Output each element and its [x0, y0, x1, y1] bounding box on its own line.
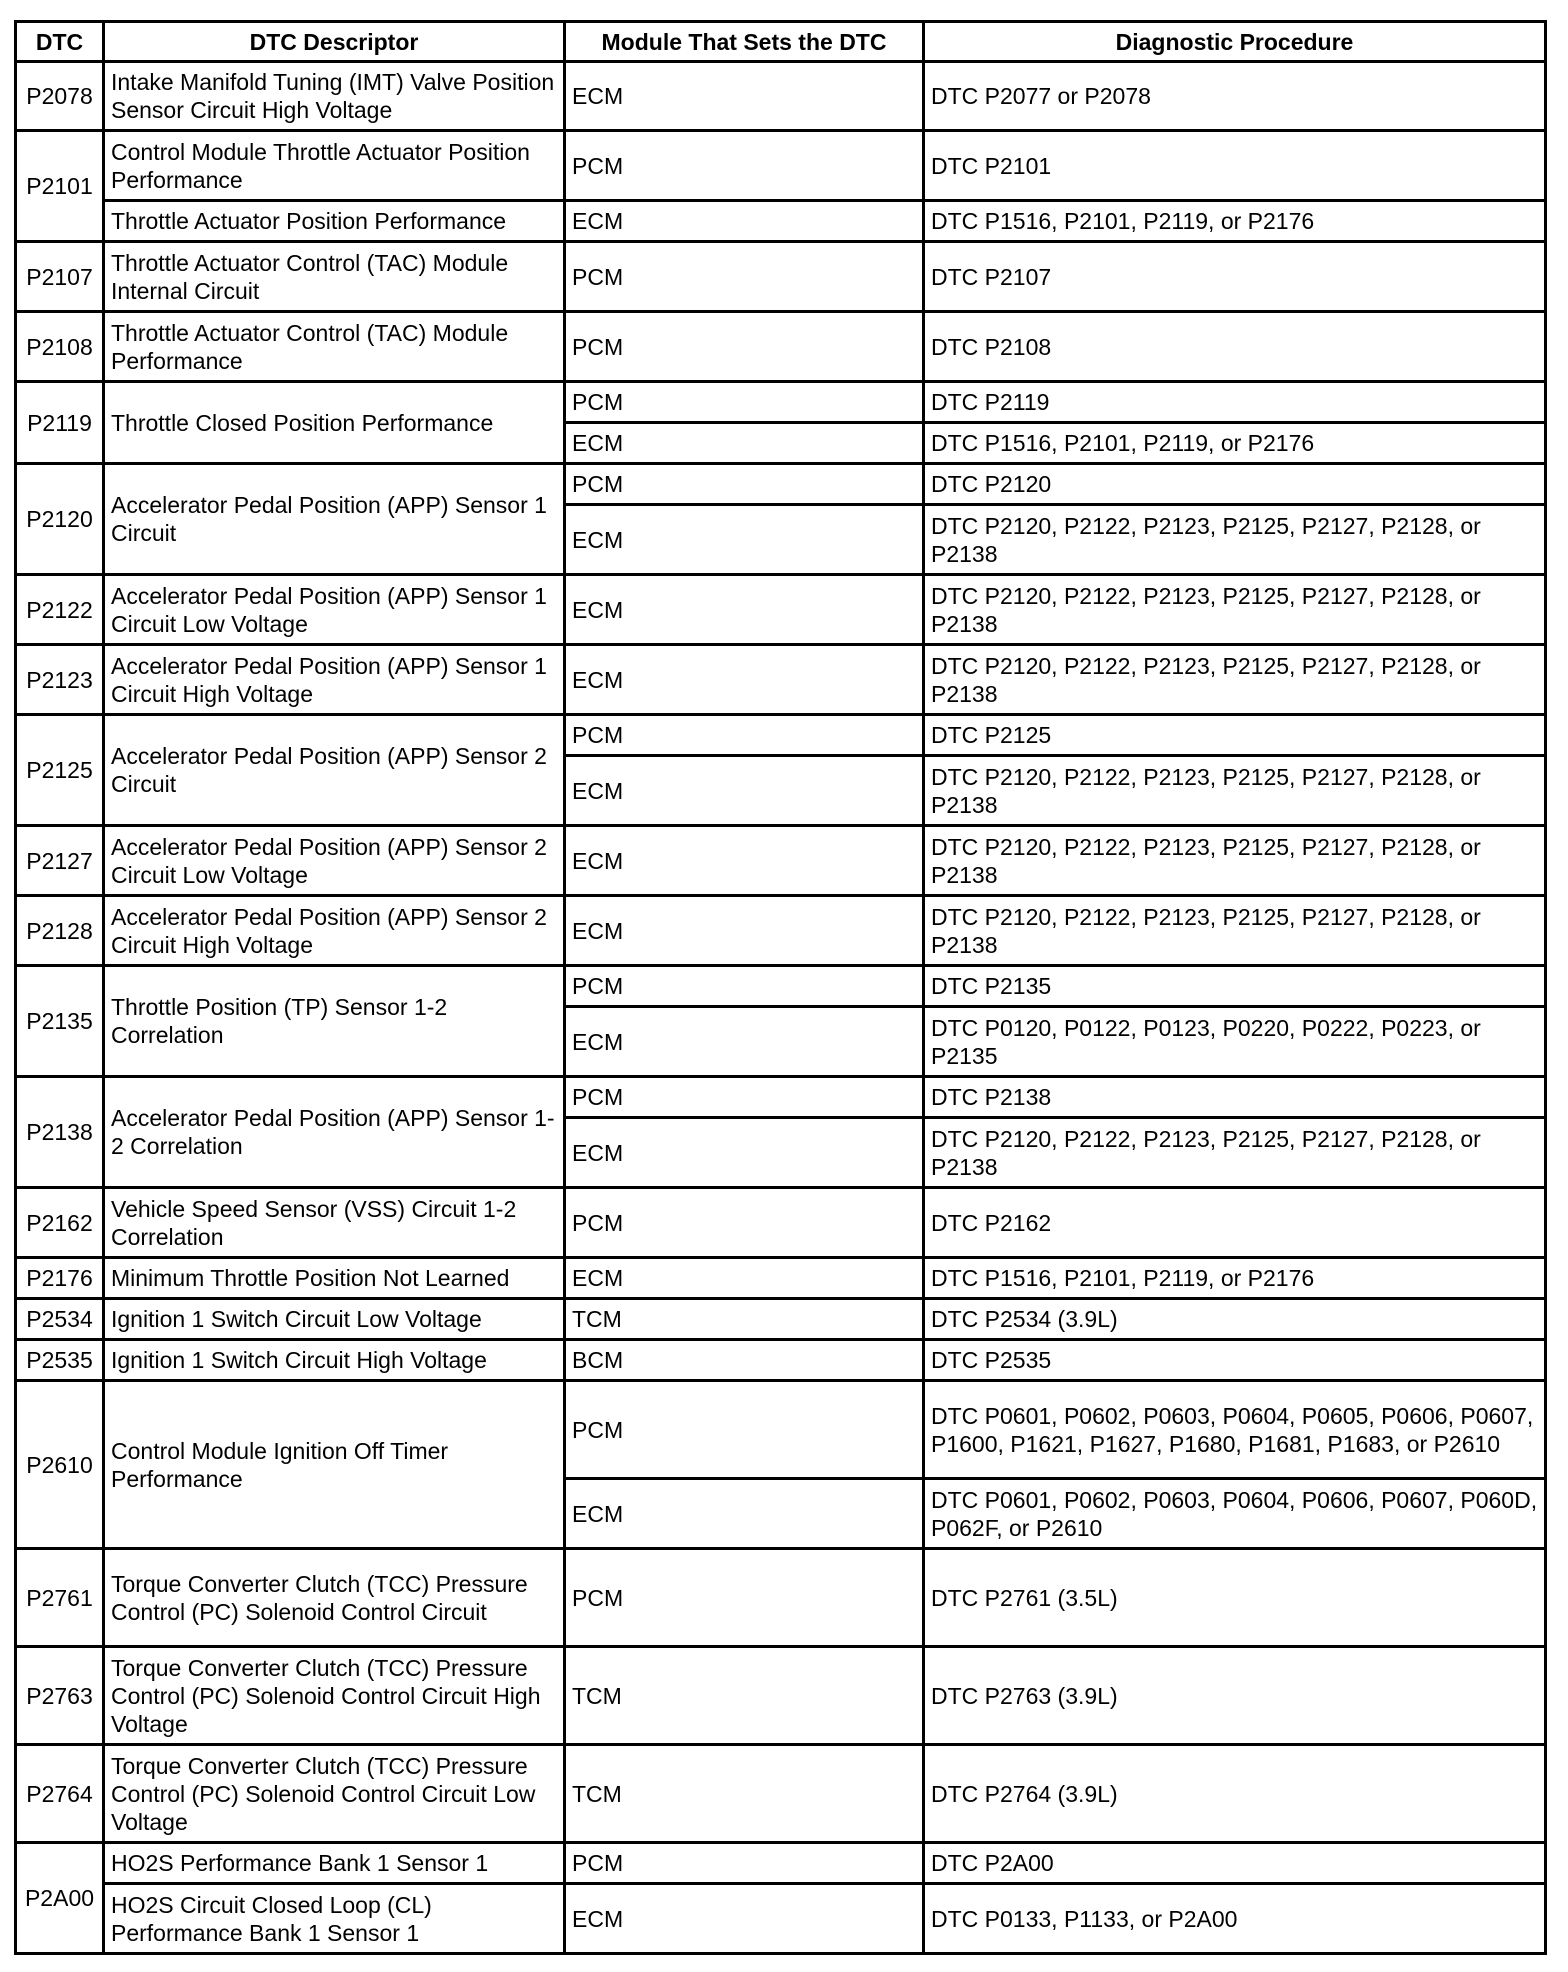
dtc-code: P2535	[16, 1340, 104, 1381]
procedure-cell: DTC P0601, P0602, P0603, P0604, P0606, P0607, P060D, P062F, or P2610	[924, 1479, 1546, 1549]
procedure-cell: DTC P0120, P0122, P0123, P0220, P0222, P0223, or P2135	[924, 1007, 1546, 1077]
header-row	[16, 22, 1546, 62]
module-cell: PCM	[565, 715, 924, 756]
module-cell: PCM	[565, 382, 924, 423]
module-cell: BCM	[565, 1340, 924, 1381]
procedure-cell: DTC P2761 (3.5L)	[924, 1549, 1546, 1647]
module-cell: TCM	[565, 1745, 924, 1843]
table-row	[16, 1258, 1546, 1299]
module-cell: ECM	[565, 896, 924, 966]
module-cell: PCM	[565, 966, 924, 1007]
dtc-table-body	[16, 62, 1546, 1954]
header-descriptor: DTC Descriptor	[104, 22, 565, 62]
dtc-code: P2138	[16, 1077, 104, 1188]
procedure-cell: DTC P2535	[924, 1340, 1546, 1381]
table-row	[16, 1549, 1546, 1647]
dtc-code: P2101	[16, 131, 104, 242]
procedure-cell: DTC P2135	[924, 966, 1546, 1007]
dtc-descriptor: Ignition 1 Switch Circuit Low Voltage	[104, 1299, 565, 1340]
procedure-cell: DTC P0601, P0602, P0603, P0604, P0605, P0606, P0607, P1600, P1621, P1627, P1680, P1681, P1683, or P2610	[924, 1381, 1546, 1479]
dtc-descriptor: Throttle Actuator Control (TAC) Module Performance	[104, 312, 565, 382]
module-cell: PCM	[565, 1381, 924, 1479]
module-cell: PCM	[565, 312, 924, 382]
procedure-cell: DTC P2120	[924, 464, 1546, 505]
dtc-code: P2A00	[16, 1843, 104, 1954]
dtc-descriptor: Throttle Position (TP) Sensor 1-2 Correlation	[104, 966, 565, 1077]
table-row	[16, 131, 1546, 201]
module-cell: PCM	[565, 1188, 924, 1258]
table-row	[16, 715, 1546, 756]
module-cell: PCM	[565, 1549, 924, 1647]
dtc-code: P2610	[16, 1381, 104, 1549]
dtc-code: P2135	[16, 966, 104, 1077]
procedure-cell: DTC P1516, P2101, P2119, or P2176	[924, 201, 1546, 242]
procedure-cell: DTC P2764 (3.9L)	[924, 1745, 1546, 1843]
table-row	[16, 1340, 1546, 1381]
module-cell: PCM	[565, 242, 924, 312]
dtc-descriptor: Accelerator Pedal Position (APP) Sensor 2 Circuit	[104, 715, 565, 826]
dtc-code: P2078	[16, 62, 104, 131]
module-cell: TCM	[565, 1299, 924, 1340]
module-cell: ECM	[565, 1479, 924, 1549]
procedure-cell: DTC P2119	[924, 382, 1546, 423]
procedure-cell: DTC P2125	[924, 715, 1546, 756]
dtc-descriptor: Vehicle Speed Sensor (VSS) Circuit 1-2 Correlation	[104, 1188, 565, 1258]
dtc-code: P2108	[16, 312, 104, 382]
header-module: Module That Sets the DTC	[565, 22, 924, 62]
module-cell: ECM	[565, 201, 924, 242]
module-cell: ECM	[565, 423, 924, 464]
table-row	[16, 966, 1546, 1007]
table-row	[16, 575, 1546, 645]
dtc-descriptor: Accelerator Pedal Position (APP) Sensor 1-2 Correlation	[104, 1077, 565, 1188]
table-row	[16, 62, 1546, 131]
dtc-descriptor: HO2S Circuit Closed Loop (CL) Performance Bank 1 Sensor 1	[104, 1884, 565, 1954]
module-cell: PCM	[565, 131, 924, 201]
procedure-cell: DTC P2138	[924, 1077, 1546, 1118]
dtc-descriptor: Torque Converter Clutch (TCC) Pressure Control (PC) Solenoid Control Circuit Low Voltage	[104, 1745, 565, 1843]
dtc-descriptor: Throttle Actuator Control (TAC) Module Internal Circuit	[104, 242, 565, 312]
procedure-cell: DTC P2077 or P2078	[924, 62, 1546, 131]
procedure-cell: DTC P1516, P2101, P2119, or P2176	[924, 423, 1546, 464]
dtc-descriptor: Accelerator Pedal Position (APP) Sensor 2 Circuit High Voltage	[104, 896, 565, 966]
procedure-cell: DTC P2534 (3.9L)	[924, 1299, 1546, 1340]
table-row	[16, 1884, 1546, 1954]
module-cell: PCM	[565, 1843, 924, 1884]
table-row	[16, 1188, 1546, 1258]
table-row	[16, 826, 1546, 896]
procedure-cell: DTC P2120, P2122, P2123, P2125, P2127, P2128, or P2138	[924, 575, 1546, 645]
module-cell: PCM	[565, 1077, 924, 1118]
module-cell: TCM	[565, 1647, 924, 1745]
table-row	[16, 242, 1546, 312]
header-dtc: DTC	[16, 22, 104, 62]
dtc-code: P2763	[16, 1647, 104, 1745]
procedure-cell: DTC P2120, P2122, P2123, P2125, P2127, P2128, or P2138	[924, 756, 1546, 826]
dtc-descriptor: Accelerator Pedal Position (APP) Sensor 1 Circuit Low Voltage	[104, 575, 565, 645]
module-cell: ECM	[565, 1258, 924, 1299]
dtc-descriptor: Throttle Actuator Position Performance	[104, 201, 565, 242]
table-row	[16, 896, 1546, 966]
procedure-cell: DTC P2120, P2122, P2123, P2125, P2127, P2128, or P2138	[924, 645, 1546, 715]
dtc-descriptor: Accelerator Pedal Position (APP) Sensor 2 Circuit Low Voltage	[104, 826, 565, 896]
module-cell: PCM	[565, 464, 924, 505]
table-row	[16, 1077, 1546, 1118]
dtc-descriptor: HO2S Performance Bank 1 Sensor 1	[104, 1843, 565, 1884]
procedure-cell: DTC P2A00	[924, 1843, 1546, 1884]
dtc-descriptor: Ignition 1 Switch Circuit High Voltage	[104, 1340, 565, 1381]
procedure-cell: DTC P2120, P2122, P2123, P2125, P2127, P2128, or P2138	[924, 826, 1546, 896]
dtc-code: P2534	[16, 1299, 104, 1340]
dtc-descriptor: Torque Converter Clutch (TCC) Pressure Control (PC) Solenoid Control Circuit High Voltage	[104, 1647, 565, 1745]
dtc-code: P2128	[16, 896, 104, 966]
dtc-code: P2764	[16, 1745, 104, 1843]
procedure-cell: DTC P2101	[924, 131, 1546, 201]
module-cell: ECM	[565, 1884, 924, 1954]
dtc-code: P2122	[16, 575, 104, 645]
dtc-code: P2107	[16, 242, 104, 312]
table-row	[16, 464, 1546, 505]
procedure-cell: DTC P2120, P2122, P2123, P2125, P2127, P2128, or P2138	[924, 505, 1546, 575]
dtc-code: P2162	[16, 1188, 104, 1258]
procedure-cell: DTC P1516, P2101, P2119, or P2176	[924, 1258, 1546, 1299]
dtc-descriptor: Control Module Throttle Actuator Position Performance	[104, 131, 565, 201]
module-cell: ECM	[565, 1118, 924, 1188]
module-cell: ECM	[565, 505, 924, 575]
table-row	[16, 382, 1546, 423]
dtc-descriptor: Accelerator Pedal Position (APP) Sensor 1 Circuit High Voltage	[104, 645, 565, 715]
procedure-cell: DTC P2107	[924, 242, 1546, 312]
table-row	[16, 1381, 1546, 1479]
table-row	[16, 1647, 1546, 1745]
dtc-code: P2127	[16, 826, 104, 896]
dtc-code: P2761	[16, 1549, 104, 1647]
module-cell: ECM	[565, 575, 924, 645]
procedure-cell: DTC P2108	[924, 312, 1546, 382]
dtc-descriptor: Accelerator Pedal Position (APP) Sensor 1 Circuit	[104, 464, 565, 575]
module-cell: ECM	[565, 826, 924, 896]
dtc-descriptor: Intake Manifold Tuning (IMT) Valve Position Sensor Circuit High Voltage	[104, 62, 565, 131]
dtc-descriptor: Control Module Ignition Off Timer Performance	[104, 1381, 565, 1549]
dtc-code: P2176	[16, 1258, 104, 1299]
header-procedure: Diagnostic Procedure	[924, 22, 1546, 62]
table-row	[16, 312, 1546, 382]
table-row	[16, 645, 1546, 715]
dtc-table	[14, 20, 1547, 1955]
module-cell: ECM	[565, 645, 924, 715]
dtc-code: P2120	[16, 464, 104, 575]
procedure-cell: DTC P2763 (3.9L)	[924, 1647, 1546, 1745]
dtc-code: P2119	[16, 382, 104, 464]
procedure-cell: DTC P0133, P1133, or P2A00	[924, 1884, 1546, 1954]
dtc-descriptor: Throttle Closed Position Performance	[104, 382, 565, 464]
dtc-code: P2123	[16, 645, 104, 715]
module-cell: ECM	[565, 62, 924, 131]
table-row	[16, 1299, 1546, 1340]
table-row	[16, 201, 1546, 242]
dtc-descriptor: Minimum Throttle Position Not Learned	[104, 1258, 565, 1299]
dtc-descriptor: Torque Converter Clutch (TCC) Pressure Control (PC) Solenoid Control Circuit	[104, 1549, 565, 1647]
dtc-code: P2125	[16, 715, 104, 826]
procedure-cell: DTC P2120, P2122, P2123, P2125, P2127, P2128, or P2138	[924, 1118, 1546, 1188]
table-row	[16, 1745, 1546, 1843]
module-cell: ECM	[565, 1007, 924, 1077]
table-row	[16, 1843, 1546, 1884]
procedure-cell: DTC P2120, P2122, P2123, P2125, P2127, P2128, or P2138	[924, 896, 1546, 966]
module-cell: ECM	[565, 756, 924, 826]
procedure-cell: DTC P2162	[924, 1188, 1546, 1258]
